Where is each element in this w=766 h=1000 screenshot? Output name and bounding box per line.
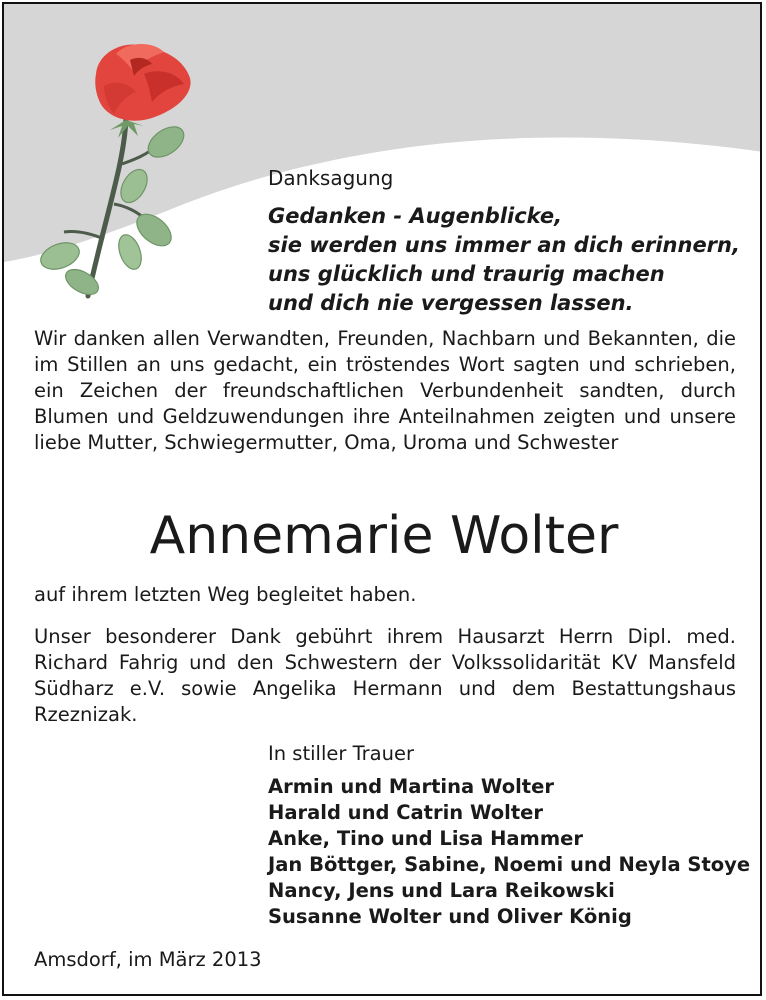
- poem-line: Gedanken - Augenblicke,: [268, 204, 563, 228]
- place-date: Amsdorf, im März 2013: [34, 948, 262, 971]
- signer: Jan Böttger, Sabine, Noemi und Neyla Stoye: [268, 853, 751, 876]
- signers-list: [268, 774, 750, 930]
- heading-danksagung: Danksagung: [268, 166, 394, 190]
- special-thanks-paragraph: Unser besonderer Dank gebührt ihrem Hausarzt Herrn Dipl. med. Richard Fahrig und den Schwestern der Volkssolidarität KV Mansfeld Südharz e.V. sowie Angelika Hermann und dem Bestattungshaus Rzeznizak.: [34, 625, 736, 726]
- signer: Nancy, Jens und Lara Reikowski: [268, 879, 615, 902]
- poem-line: und dich nie vergessen lassen.: [268, 291, 634, 315]
- signer: Anke, Tino und Lisa Hammer: [268, 827, 584, 850]
- poem-line: uns glücklich und traurig machen: [268, 262, 665, 286]
- signer: Harald und Catrin Wolter: [268, 801, 544, 824]
- signer: Armin und Martina Wolter: [268, 775, 554, 798]
- escort-paragraph: auf ihrem letzten Weg begleitet haben.: [34, 583, 417, 606]
- signer: Susanne Wolter und Oliver König: [268, 905, 632, 928]
- obituary-card: [2, 2, 762, 996]
- mourning-label: In stiller Trauer: [268, 742, 414, 765]
- deceased-name: Annemarie Wolter: [149, 506, 619, 566]
- rose-icon: [26, 34, 216, 304]
- thanks-paragraph: Wir danken allen Verwandten, Freunden, Nachbarn und Bekannten, die im Stillen an uns gedacht, ein tröstendes Wort sagten und schrieben, ein Zeichen der freundschaftlichen Verbundenheit sandten, durch Blumen und Geldzuwendungen ihre Anteilnahmen zeigten und unsere liebe Mutter, Schwiegermutter, Oma, Uroma und Schwester: [34, 327, 736, 454]
- poem: [268, 202, 740, 318]
- poem-line: sie werden uns immer an dich erinnern,: [268, 233, 740, 257]
